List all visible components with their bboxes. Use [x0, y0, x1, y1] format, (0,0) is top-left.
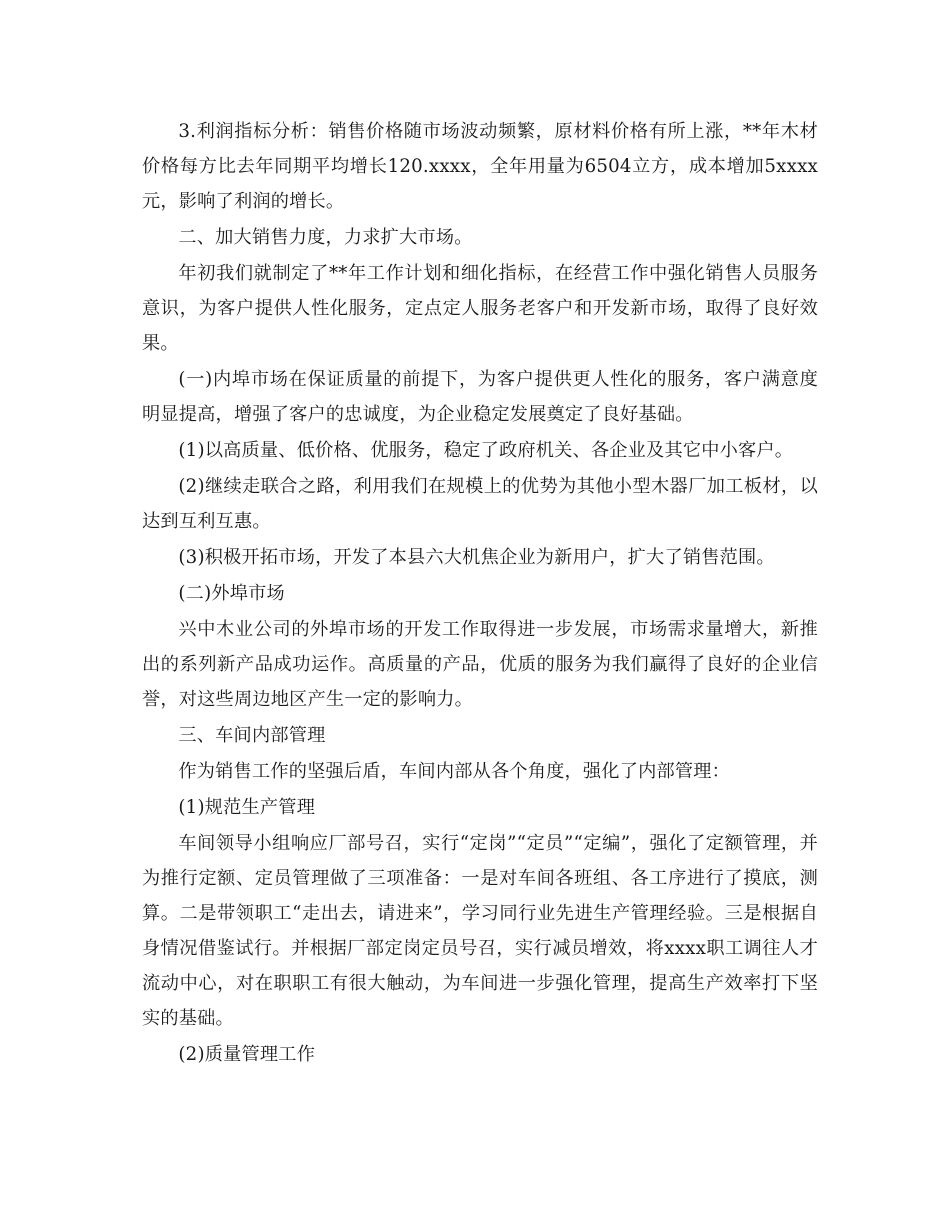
- paragraph-local-market: (一)内埠市场在保证质量的前提下，为客户提供更人性化的服务，客户满意度明显提高，增强了客户的忠诚度，为企业稳定发展奠定了良好基础。: [142, 369, 818, 425]
- paragraph-profit-analysis: 3.利润指标分析：销售价格随市场波动频繁，原材料价格有所上涨，**年木材价格每方比去年同期平均增长120.xxxx，全年用量为6504立方，成本增加5xxxx元，影响了利润的增长。: [142, 121, 818, 212]
- section-heading-sales: 二、加大销售力度，力求扩大市场。: [178, 227, 473, 248]
- list-item-2: (2)继续走联合之路，利用我们在规模上的优势为其他小型木器厂加工板材，以达到互利互惠。: [142, 476, 818, 532]
- document-body: [142, 114, 818, 1073]
- paragraph-production-management: 车间领导小组响应厂部号召，实行“定岗”“定员”“定编”，强化了定额管理，并为推行定额、定员管理做了三项准备：一是对车间各班组、各工序进行了摸底，测算。二是带领职工“走出去，请进来”，学习同行业先进生产管理经验。三是根据自身情况借鉴试行。并根据厂部定岗定员号召，实行减员增效，将xxxx职工调往人才流动中心，对在职职工有很大触动，为车间进一步强化管理，提高生产效率打下坚实的基础。: [142, 833, 818, 1029]
- list-item-1: (1)以高质量、低价格、优服务，稳定了政府机关、各企业及其它中小客户。: [178, 440, 794, 461]
- paragraph-annual-plan: 年初我们就制定了**年工作计划和细化指标，在经营工作中强化销售人员服务意识，为客户提供人性化服务，定点定人服务老客户和开发新市场，取得了良好效果。: [142, 263, 818, 354]
- subheading-production-management: (1)规范生产管理: [178, 797, 316, 818]
- subheading-quality-management: (2)质量管理工作: [178, 1044, 316, 1065]
- paragraph-workshop-intro: 作为销售工作的坚强后盾，车间内部从各个角度，强化了内部管理：: [178, 761, 731, 782]
- paragraph-external-market: 兴中木业公司的外埠市场的开发工作取得进一步发展，市场需求量增大，新推出的系列新产品成功运作。高质量的产品，优质的服务为我们赢得了良好的企业信誉，对这些周边地区产生一定的影响力。: [142, 619, 818, 710]
- list-item-3: (3)积极开拓市场，开发了本县六大机焦企业为新用户，扩大了销售范围。: [178, 547, 775, 568]
- subheading-external-market: (二)外埠市场: [178, 583, 285, 604]
- section-heading-workshop: 三、车间内部管理: [178, 725, 326, 746]
